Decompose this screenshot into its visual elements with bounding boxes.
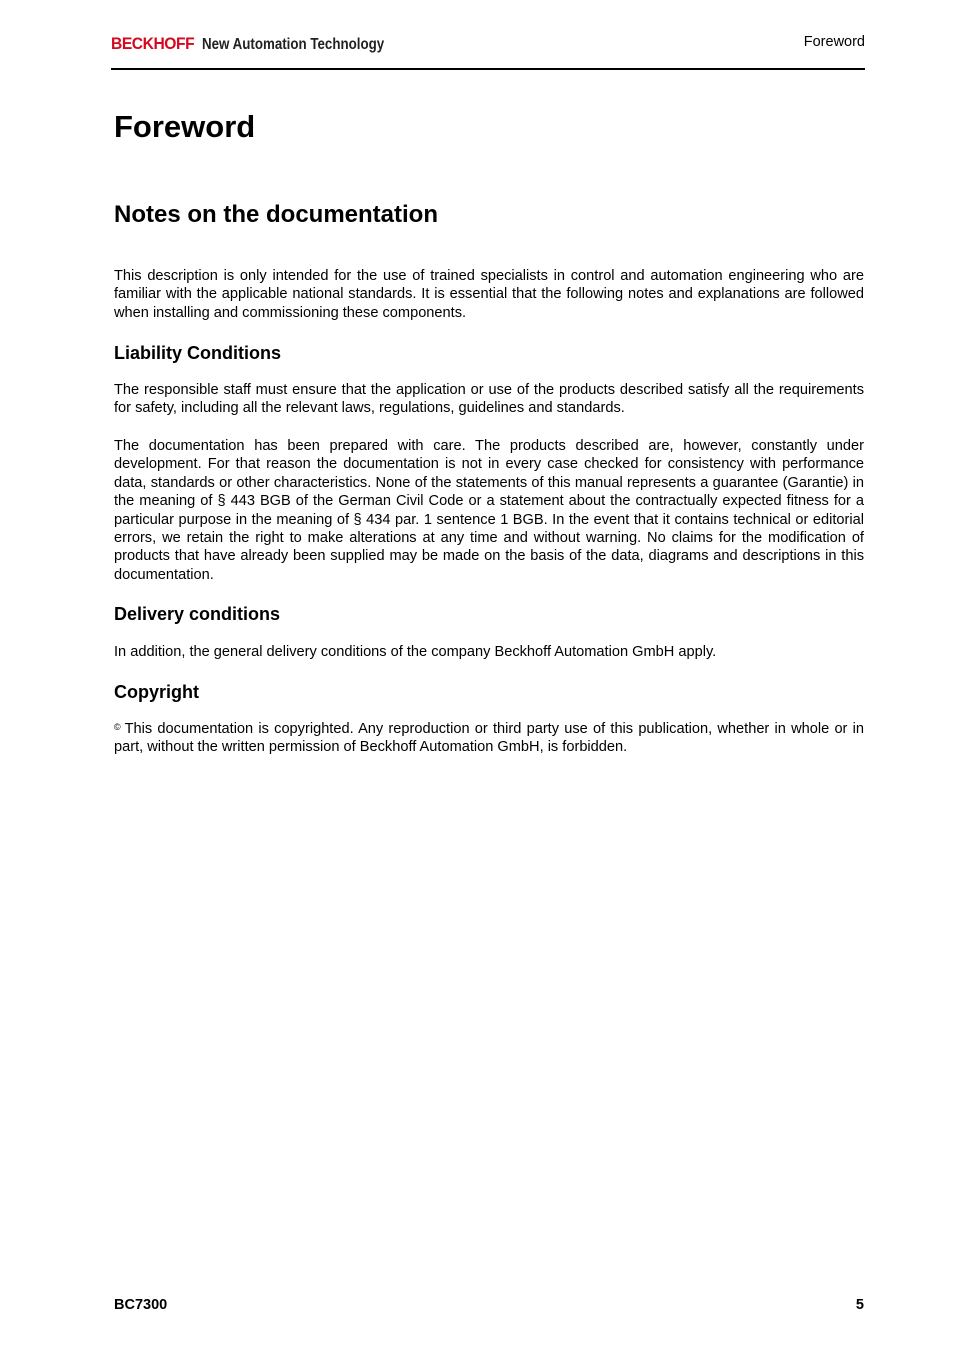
page-content [114, 105, 864, 756]
intro-paragraph: This description is only intended for the use of trained specialists in control and automation engineering who are familiar with the applicable national standards. It is essential that the following notes and explanations are followed when installing and commissioning these components. [114, 268, 864, 321]
delivery-heading: Delivery conditions [114, 604, 281, 624]
liability-heading: Liability Conditions [114, 343, 281, 363]
delivery-paragraph: In addition, the general delivery conditions of the company Beckhoff Automation GmbH apply. [114, 644, 717, 660]
section-title: Notes on the documentation [114, 201, 438, 228]
liability-paragraph-2: The documentation has been prepared with care. The products described are, however, constantly under development. For that reason the documentation is not in every case checked for consistency with performance data, standards or other characteristics. None of the statements of this manual represents a guarantee (Garantie) in the meaning of § 443 BGB of the German Civil Code or a statement about the contractually expected fitness for a particular purpose in the meaning of § 434 par. 1 sentence 1 BGB. In the event that it contains technical or editorial errors, we retain the right to make alterations at any time and without warning. No claims for the modification of products that have already been supplied may be made on the basis of the data, diagrams and descriptions in this documentation. [114, 438, 864, 583]
footer-page-number: 5 [855, 1297, 864, 1313]
liability-paragraph-1: The responsible staff must ensure that the application or use of the products described satisfy all the requirements for safety, including all the relevant laws, regulations, guidelines and standards. [114, 382, 864, 417]
header-divider [111, 68, 865, 70]
brand-name: BECKHOFF [111, 34, 195, 53]
copyright-heading: Copyright [114, 682, 199, 702]
header-section-title: Foreword [803, 34, 865, 50]
copyright-symbol: © [114, 722, 121, 732]
copyright-text: This documentation is copyrighted. Any reproduction or third party use of this publication, whether in whole or in part, without the written permission of Beckhoff Automation GmbH, is forbidden. [114, 721, 864, 756]
beckhoff-logo [111, 34, 414, 54]
footer-product-name: BC7300 [114, 1297, 168, 1313]
page-title: Foreword [114, 109, 256, 144]
copyright-paragraph [114, 720, 864, 757]
page-header [111, 30, 865, 70]
brand-tagline: New Automation Technology [201, 36, 385, 53]
